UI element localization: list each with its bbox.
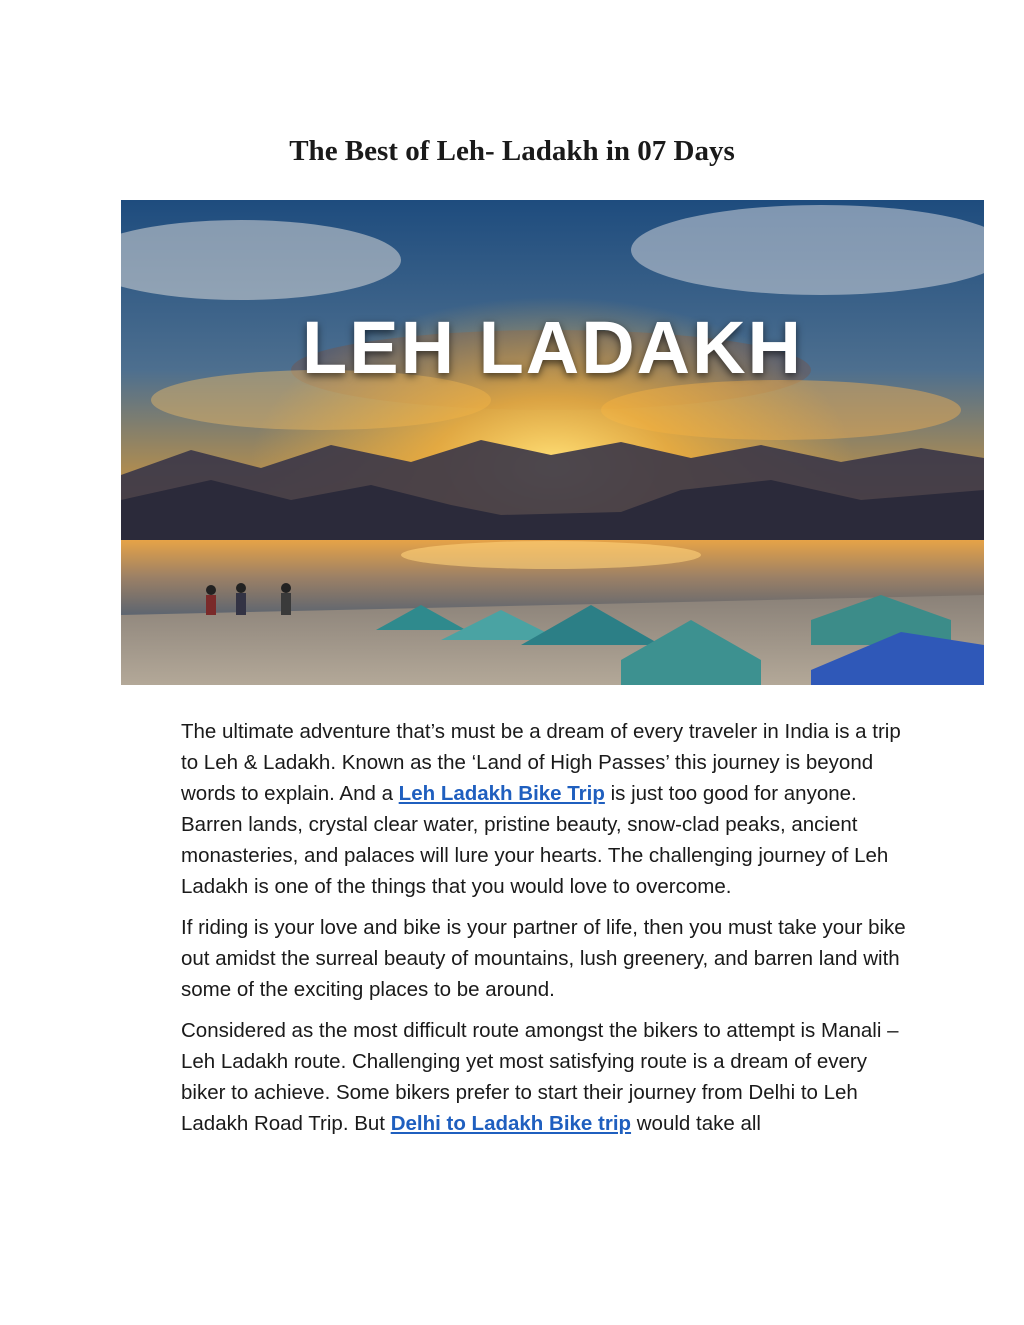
paragraph-1-before: The ultimate adventure that’s must be a dream of every traveler in India is a trip to Leh & Ladakh. Known as the ‘Land of High Passes’ this journey is beyond words to explain. And a xyxy=(181,720,901,805)
paragraph-2: If riding is your love and bike is your partner of life, then you must take your bike out amidst the surreal beauty of mountains, lush greenery, and barren land with some of the exciting places to be around. xyxy=(181,916,906,1001)
document-title: The Best of Leh- Ladakh in 07 Days xyxy=(289,135,735,168)
paragraph-3-after: would take all xyxy=(631,1112,761,1135)
paragraph-1 xyxy=(181,716,911,902)
paragraph-1-after: is just too good for anyone. Barren lands, crystal clear water, pristine beauty, snow-clad peaks, ancient monasteries, and palaces will lure your hearts. The challenging journey of Leh Ladakh is one of the things that you would love to overcome. xyxy=(181,782,889,898)
delhi-to-ladakh-bike-trip-link[interactable]: Delhi to Ladakh Bike trip xyxy=(390,1112,632,1135)
paragraph-3 xyxy=(181,1015,911,1139)
hero-image xyxy=(121,200,984,685)
hero-overlay-text: LEH LADAKH xyxy=(302,306,803,389)
leh-ladakh-bike-trip-link[interactable]: Leh Ladakh Bike Trip xyxy=(398,782,605,805)
article-body xyxy=(181,716,911,1149)
hero-illustration xyxy=(121,200,984,685)
paragraph-3-before: Considered as the most difficult route amongst the bikers to attempt is Manali – Leh Ladakh route. Challenging yet most satisfying route is a dream of every biker to achieve. Some bikers prefer to start their journey from Delhi to Leh Ladakh Road Trip. But xyxy=(181,1019,899,1135)
